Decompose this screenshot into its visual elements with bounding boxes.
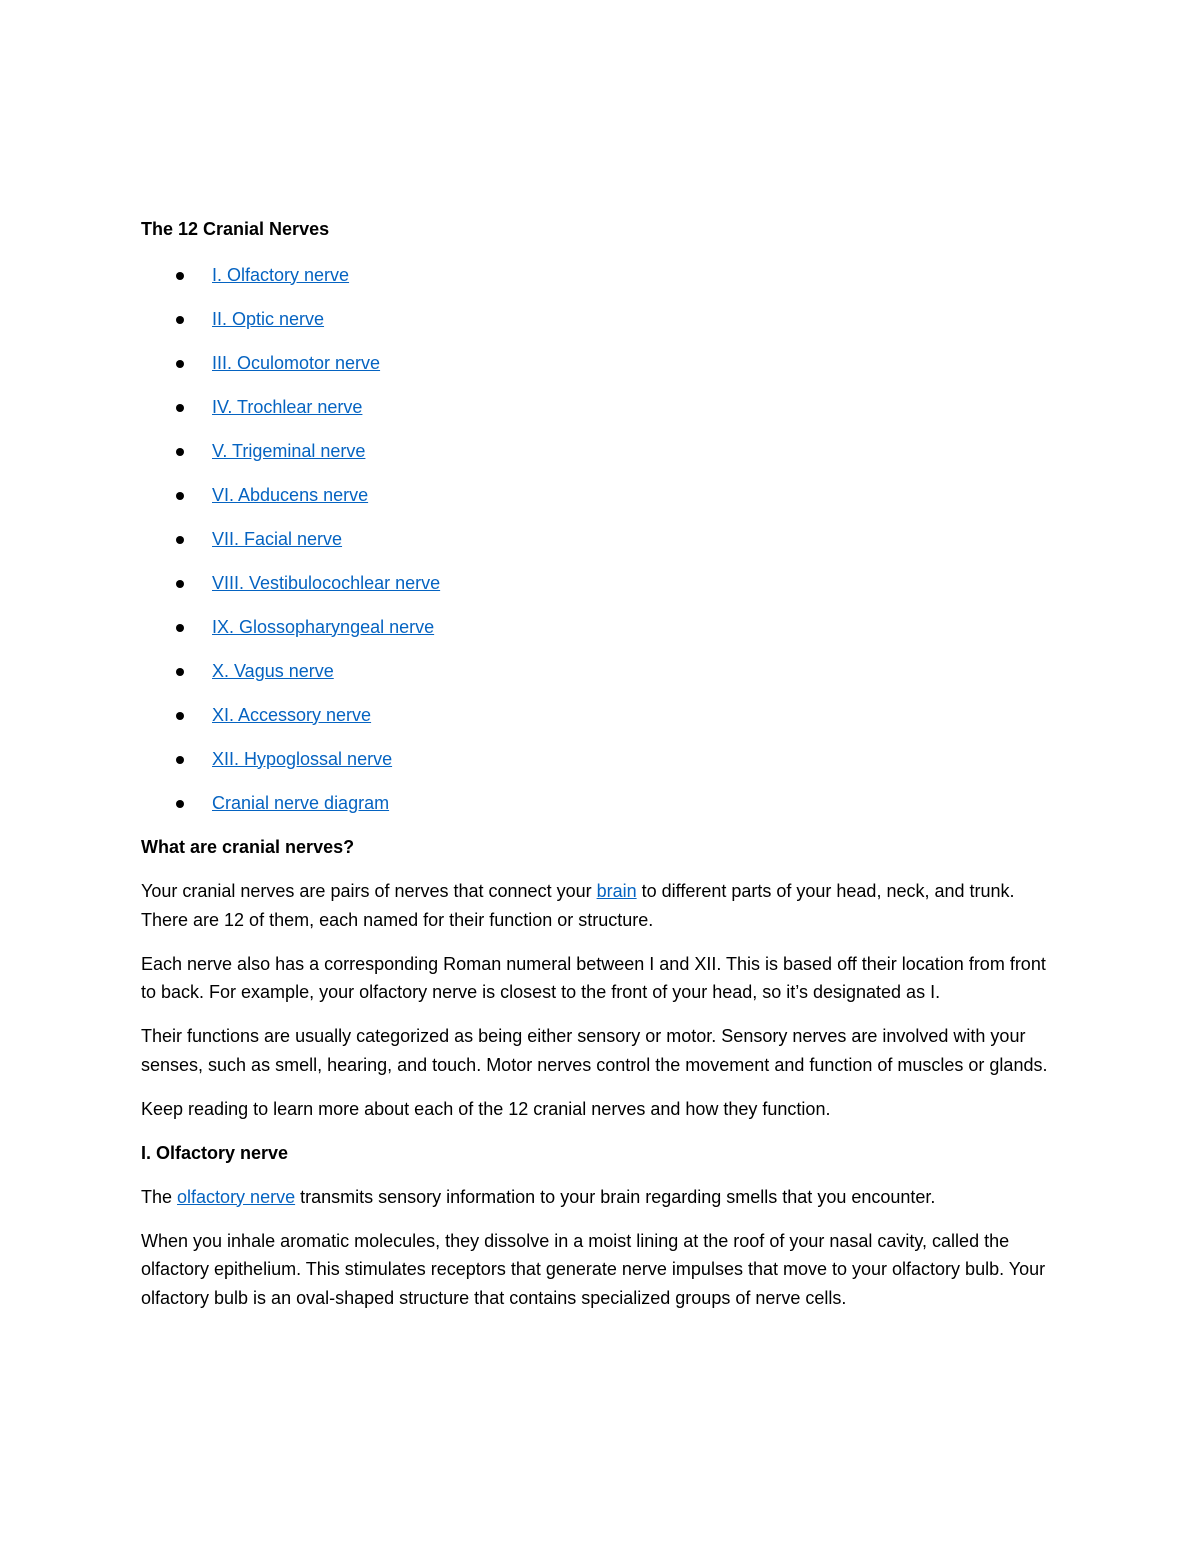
toc-item xyxy=(141,569,1061,598)
bullet-icon xyxy=(176,404,184,412)
table-of-contents xyxy=(141,261,1061,818)
section-heading-what-are: What are cranial nerves? xyxy=(141,837,355,857)
toc-item xyxy=(141,613,1061,642)
bullet-icon xyxy=(176,580,184,588)
bullet-icon xyxy=(176,756,184,764)
olfactory-nerve-link[interactable]: olfactory nerve xyxy=(177,1186,296,1207)
toc-item xyxy=(141,745,1061,774)
text-run: Your cranial nerves are pairs of nerves that connect your xyxy=(141,881,597,901)
toc-item xyxy=(141,701,1061,730)
toc-link-accessory[interactable]: XI. Accessory nerve xyxy=(212,704,372,725)
toc-link-glossopharyngeal[interactable]: IX. Glossopharyngeal nerve xyxy=(212,616,435,637)
toc-link-oculomotor[interactable]: III. Oculomotor nerve xyxy=(212,352,381,373)
toc-link-facial[interactable]: VII. Facial nerve xyxy=(212,528,343,549)
text-run: to different parts of your head, neck, and trunk. There are 12 of them, each named for their function or structure. xyxy=(141,881,1015,930)
toc-item xyxy=(141,437,1061,466)
toc-link-optic[interactable]: II. Optic nerve xyxy=(212,308,325,329)
paragraph: When you inhale aromatic molecules, they dissolve in a moist lining at the roof of your nasal cavity, called the olfactory epithelium. This stimulates receptors that generate nerve impulses that move to your olfactory bulb. Your olfactory bulb is an oval-shaped structure that contains specialized groups of nerve cells. xyxy=(141,1230,1046,1308)
toc-link-trigeminal[interactable]: V. Trigeminal nerve xyxy=(212,440,366,461)
paragraph xyxy=(141,877,1061,934)
toc-link-vagus[interactable]: X. Vagus nerve xyxy=(212,660,334,681)
bullet-icon xyxy=(176,448,184,456)
paragraph: Their functions are usually categorized as being either sensory or motor. Sensory nerves are involved with your senses, such as smell, hearing, and touch. Motor nerves control the movement and function of muscles or glands. xyxy=(141,1026,1048,1075)
bullet-icon xyxy=(176,272,184,280)
section-heading-olfactory: I. Olfactory nerve xyxy=(141,1142,289,1163)
toc-item xyxy=(141,305,1061,334)
toc-link-hypoglossal[interactable]: XII. Hypoglossal nerve xyxy=(212,748,393,769)
toc-item xyxy=(141,525,1061,554)
toc-link-olfactory[interactable]: I. Olfactory nerve xyxy=(212,264,350,285)
toc-link-abducens[interactable]: VI. Abducens nerve xyxy=(212,484,369,505)
document-body xyxy=(141,215,1061,1328)
document-title: The 12 Cranial Nerves xyxy=(141,219,330,239)
toc-link-vestibulocochlear[interactable]: VIII. Vestibulocochlear nerve xyxy=(212,572,441,593)
bullet-icon xyxy=(176,360,184,368)
text-run: The xyxy=(141,1186,178,1207)
toc-item xyxy=(141,481,1061,510)
bullet-icon xyxy=(176,536,184,544)
toc-item xyxy=(141,657,1061,686)
paragraph: Keep reading to learn more about each of the 12 cranial nerves and how they function. xyxy=(141,1098,831,1119)
toc-item xyxy=(141,261,1061,290)
toc-item xyxy=(141,393,1061,422)
toc-link-trochlear[interactable]: IV. Trochlear nerve xyxy=(212,396,363,417)
paragraph: Each nerve also has a corresponding Roman numeral between I and XII. This is based off their location from front to back. For example, your olfactory nerve is closest to the front of your head, so it’s designated as I. xyxy=(141,953,1046,1002)
bullet-icon xyxy=(176,668,184,676)
text-run: transmits sensory information to your brain regarding smells that you encounter. xyxy=(295,1186,936,1207)
paragraph xyxy=(141,1183,1061,1212)
toc-link-diagram[interactable]: Cranial nerve diagram xyxy=(212,792,390,813)
bullet-icon xyxy=(176,624,184,632)
bullet-icon xyxy=(176,492,184,500)
brain-link[interactable]: brain xyxy=(596,881,637,901)
bullet-icon xyxy=(176,800,184,808)
bullet-icon xyxy=(176,316,184,324)
bullet-icon xyxy=(176,712,184,720)
toc-item xyxy=(141,789,1061,818)
toc-item xyxy=(141,349,1061,378)
